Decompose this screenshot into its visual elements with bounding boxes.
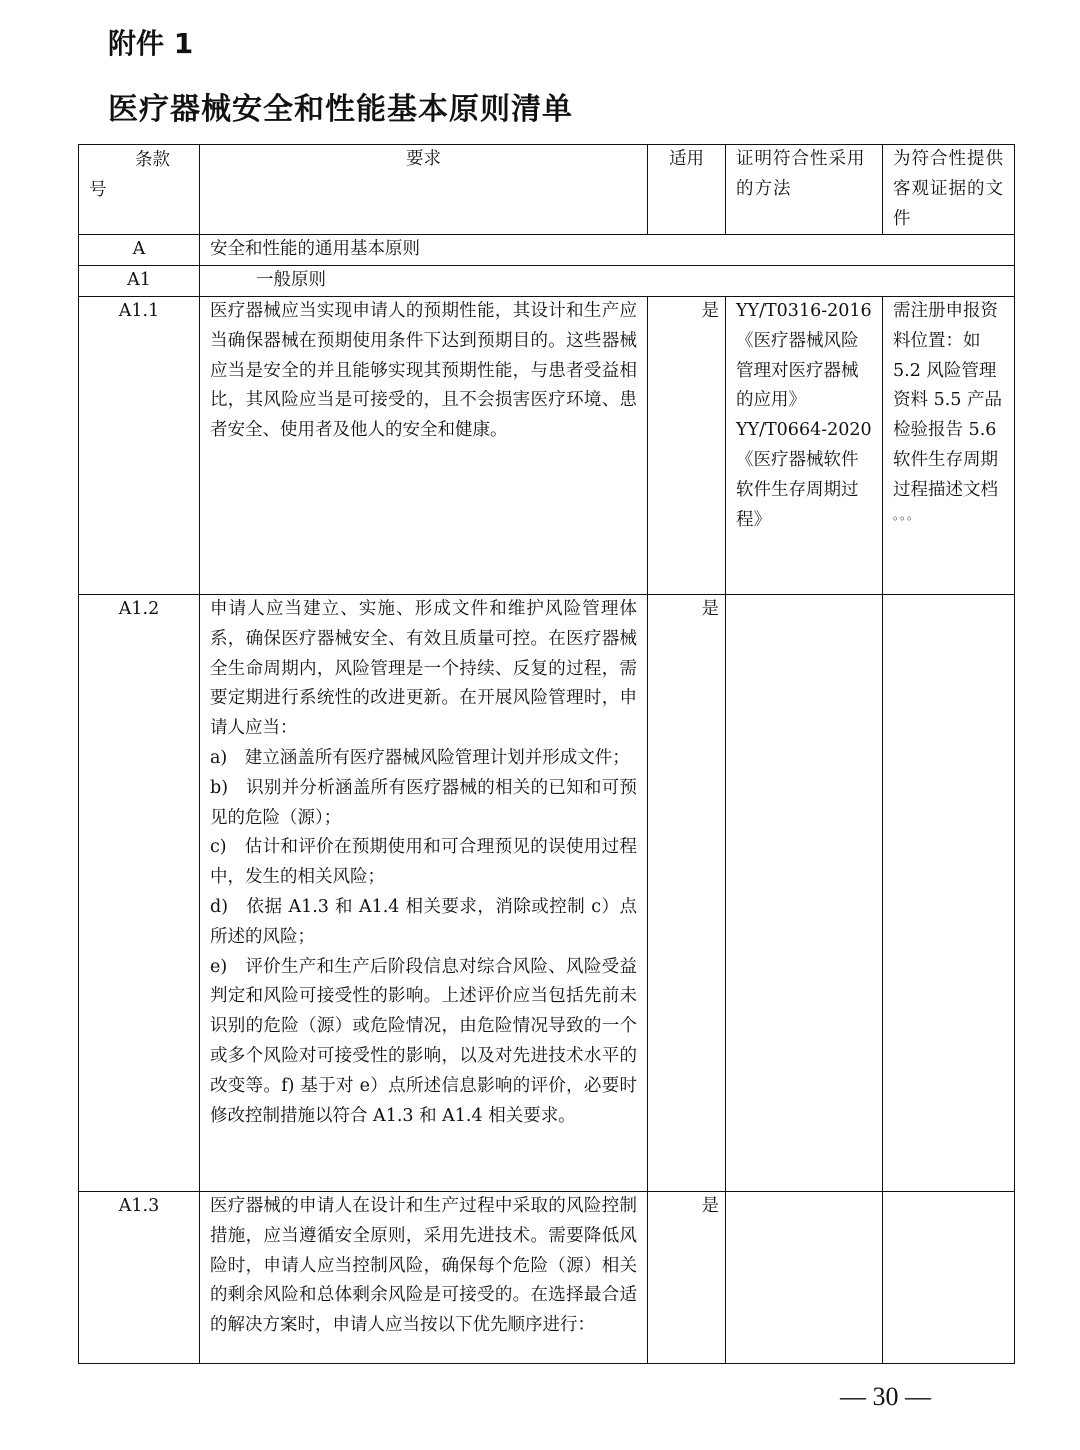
section-title: 一般原则 [200,266,1015,297]
table-row-a1-2 [79,594,1015,1191]
requirement-cell [200,1191,648,1363]
method-cell [726,1191,883,1363]
requirement-item-c: c) 估计和评价在预期使用和可合理预见的误使用过程中，发生的相关风险； [210,837,637,888]
header-requirement: 要求 [200,145,648,235]
document-title: 医疗器械安全和性能基本原则清单 [108,92,573,127]
requirement-text: 医疗器械的申请人在设计和生产过程中采取的风险控制措施，应当遵循安全原则，采用先进技术。需要降低风险时，申请人应当控制风险，确保每个危险（源）相关的剩余风险和总体剩余风险是可接受的。在选择最合适的解决方案时，申请人应当按以下优先顺序进行： [210,1195,637,1336]
requirement-item-a: a) 建立涵盖所有医疗器械风险管理计划并形成文件； [210,747,630,768]
section-code: A [79,235,200,266]
clause-code: A1.2 [79,594,200,1191]
section-title: 安全和性能的通用基本原则 [200,235,1015,266]
table-row-a1-3 [79,1191,1015,1363]
documents-cell [883,594,1015,1191]
requirement-text: 申请人应当建立、实施、形成文件和维护风险管理体系，确保医疗器械安全、有效且质量可控。在医疗器械全生命周期内，风险管理是一个持续、反复的过程，需要定期进行系统性的改进更新。在开展风险管理时，申请人应当： [210,598,637,739]
table-row-a1-1 [79,296,1015,594]
header-applicable: 适用 [648,145,726,235]
documents-text: 需注册申报资料位置：如 5.2 风险管理资料 5.5 产品检验报告 5.6 软件生存周期过程描述文档 [893,300,1002,500]
requirement-cell [200,296,648,594]
header-clause: 条款 号 [79,145,200,235]
header-documents: 为符合性提供客观证据的文件 [883,145,1015,235]
applicable-cell: 是 [648,1191,726,1363]
method-cell: YY/T0316-2016《医疗器械风险管理对医疗器械的应用》YY/T0664-2020《医疗器械软件 软件生存周期过程》 [726,296,883,594]
clause-code: A1.3 [79,1191,200,1363]
requirement-text: 医疗器械应当实现申请人的预期性能，其设计和生产应当确保器械在预期使用条件下达到预期目的。这些器械应当是安全的并且能够实现其预期性能，与患者受益相比，其风险应当是可接受的，且不会损害医疗环境、患者安全、使用者及他人的安全和健康。 [210,300,637,441]
table-header-row [79,145,1015,235]
requirement-item-b: b) 识别并分析涵盖所有医疗器械的相关的已知和可预见的危险（源）； [210,777,637,828]
header-method: 证明符合性采用的方法 [726,145,883,235]
requirement-item-d: d) 依据 A1.3 和 A1.4 相关要求，消除或控制 c）点所述的风险； [210,896,637,947]
documents-ellipsis: 。。。 [893,507,921,522]
method-cell [726,594,883,1191]
section-code: A1 [79,266,200,297]
applicable-cell: 是 [648,296,726,594]
requirement-cell [200,594,648,1191]
principles-table [78,144,1015,1364]
section-row-a1 [79,266,1015,297]
page-number: — 30 — [840,1382,931,1411]
documents-cell [883,1191,1015,1363]
clause-code: A1.1 [79,296,200,594]
requirement-item-e: e) 评价生产和生产后阶段信息对综合风险、风险受益判定和风险可接受性的影响。上述评价应当包括先前未识别的危险（源）或危险情况，由危险情况导致的一个或多个风险对可接受性的影响，以及对先进技术水平的改变等。f) 基于对 e）点所述信息影响的评价，必要时修改控制措施以符合 A1.3 和 A1.4 相关要求。 [210,956,637,1126]
applicable-cell: 是 [648,594,726,1191]
documents-cell [883,296,1015,594]
section-row-a [79,235,1015,266]
attachment-label: 附件 1 [108,27,194,60]
